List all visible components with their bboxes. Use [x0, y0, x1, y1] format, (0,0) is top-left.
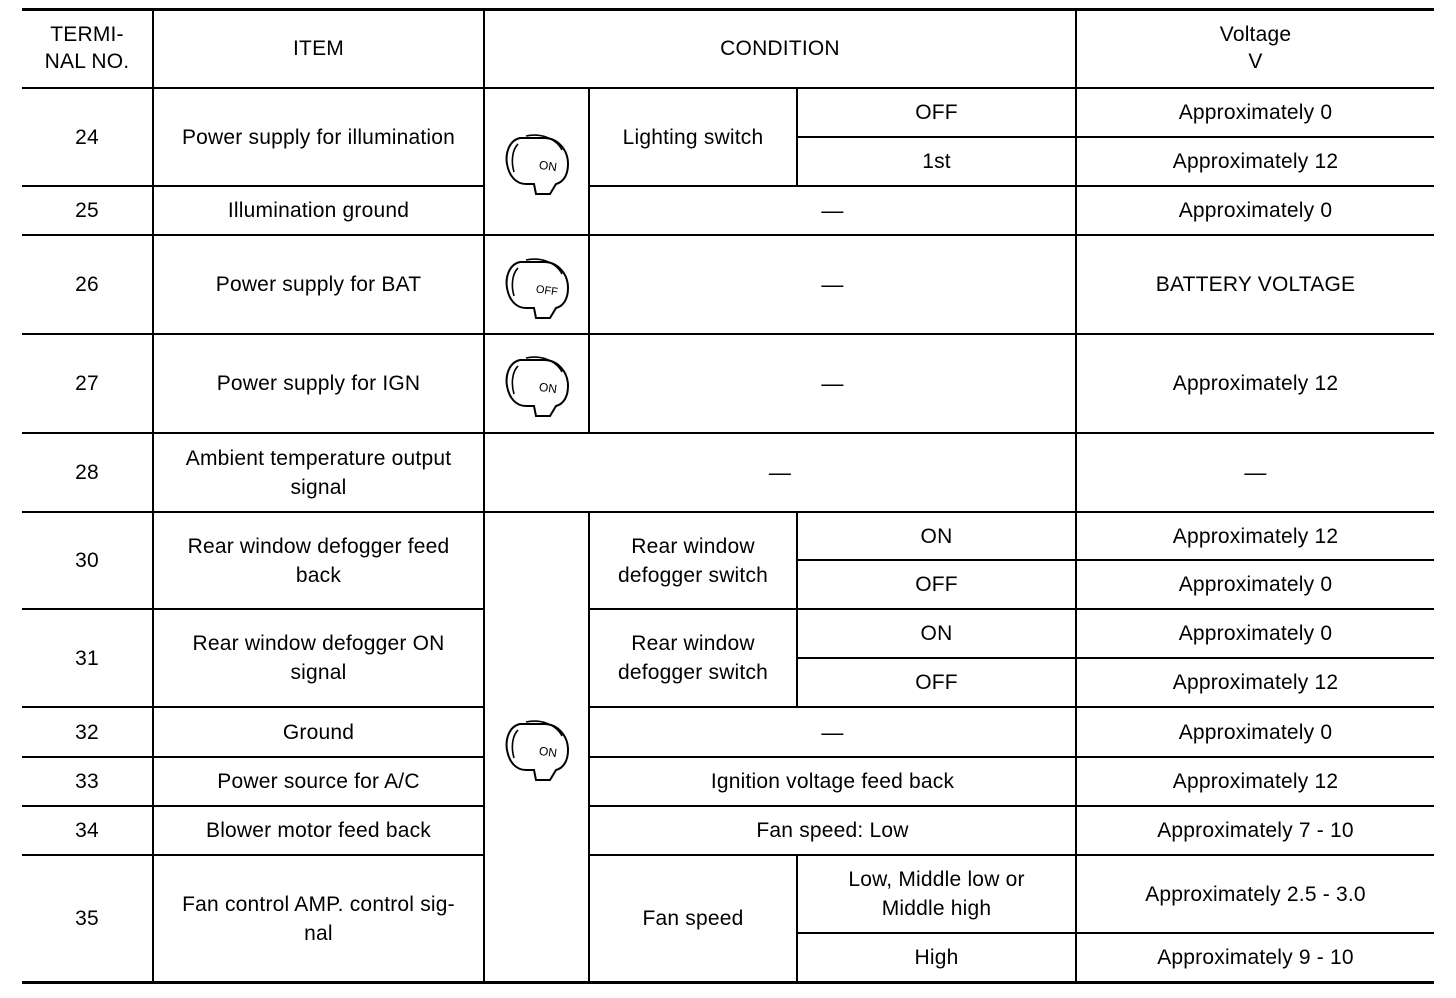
- condition-label: —: [821, 198, 844, 223]
- item-label: Power source for A/C: [217, 770, 420, 793]
- terminal-number: 24: [75, 125, 99, 149]
- voltage-value: —: [1244, 460, 1267, 485]
- item-label: Illumination ground: [227, 199, 410, 222]
- item-label: Blower motor feed back: [205, 819, 431, 842]
- voltage-value: BATTERY VOLTAGE: [1155, 273, 1356, 296]
- terminal-number: 35: [75, 907, 99, 930]
- terminal-voltage-table: [22, 8, 1434, 984]
- switch-state: OFF: [915, 573, 958, 596]
- voltage-value: Approximately 2.5 - 3.0: [1145, 882, 1366, 906]
- header-voltage: Voltage V: [1219, 23, 1292, 73]
- switch-state: OFF: [915, 100, 958, 124]
- terminal-number: 31: [75, 646, 99, 670]
- switch-state: Low, Middle low or Middle high: [848, 868, 1025, 920]
- item-label: Ground: [282, 720, 355, 744]
- voltage-value: Approximately 0: [1178, 100, 1333, 124]
- switch-state: ON: [920, 622, 953, 645]
- key-position-label: ON: [538, 157, 558, 175]
- voltage-value: Approximately 0: [1178, 199, 1333, 222]
- voltage-value: Approximately 0: [1178, 622, 1333, 645]
- key-position-label: ON: [538, 743, 558, 761]
- table-bottom-border: [22, 981, 1434, 984]
- condition-label: —: [821, 719, 844, 745]
- switch-state: High: [914, 946, 959, 969]
- condition-label: —: [821, 272, 844, 297]
- terminal-number: 32: [75, 720, 99, 744]
- header-condition: CONDITION: [720, 36, 840, 60]
- condition-label: —: [768, 460, 792, 485]
- item-label: Power supply for BAT: [215, 273, 422, 296]
- item-label: Rear window defogger ON signal: [192, 632, 445, 684]
- condition-label: Fan speed: [642, 907, 744, 930]
- terminal-number: 28: [75, 461, 99, 484]
- ignition-key-on-icon: [500, 348, 570, 418]
- ignition-key-on-icon: [500, 126, 570, 196]
- voltage-value: Approximately 0: [1178, 720, 1333, 744]
- voltage-value: Approximately 0: [1178, 573, 1333, 596]
- switch-state: OFF: [915, 671, 958, 694]
- voltage-value: Approximately 7 - 10: [1157, 819, 1354, 842]
- condition-label: Rear window defogger switch: [617, 632, 769, 684]
- ignition-key-off-icon: [500, 250, 570, 320]
- terminal-number: 27: [75, 372, 99, 395]
- terminal-number: 33: [75, 770, 99, 793]
- ignition-key-on-icon: [500, 712, 570, 782]
- condition-label: Ignition voltage feed back: [710, 770, 955, 793]
- item-label: Power supply for IGN: [216, 372, 421, 395]
- item-label: Power supply for illumination: [181, 125, 456, 149]
- voltage-value: Approximately 12: [1172, 372, 1339, 395]
- terminal-number: 26: [75, 273, 99, 296]
- voltage-value: Approximately 12: [1172, 524, 1339, 548]
- switch-state: 1st: [922, 150, 951, 173]
- terminal-number: 30: [75, 549, 99, 572]
- item-label: Fan control AMP. control sig- nal: [182, 892, 455, 945]
- terminal-number: 34: [75, 819, 99, 842]
- key-position-label: OFF: [535, 283, 559, 299]
- header-terminal: TERMI- NAL NO.: [44, 23, 130, 73]
- condition-label: —: [821, 371, 844, 396]
- key-position-label: ON: [538, 379, 558, 397]
- condition-label: Fan speed: Low: [756, 819, 909, 842]
- item-label: Ambient temperature output signal: [185, 446, 452, 499]
- voltage-value: Approximately 12: [1172, 770, 1339, 793]
- item-label: Rear window defogger feed back: [187, 534, 450, 587]
- voltage-value: Approximately 9 - 10: [1157, 946, 1354, 969]
- header-item: ITEM: [293, 36, 344, 60]
- condition-label: Lighting switch: [622, 125, 764, 149]
- condition-label: Rear window defogger switch: [617, 534, 769, 587]
- terminal-number: 25: [75, 199, 99, 222]
- switch-state: ON: [920, 524, 953, 548]
- voltage-value: Approximately 12: [1172, 150, 1339, 173]
- voltage-value: Approximately 12: [1172, 671, 1339, 694]
